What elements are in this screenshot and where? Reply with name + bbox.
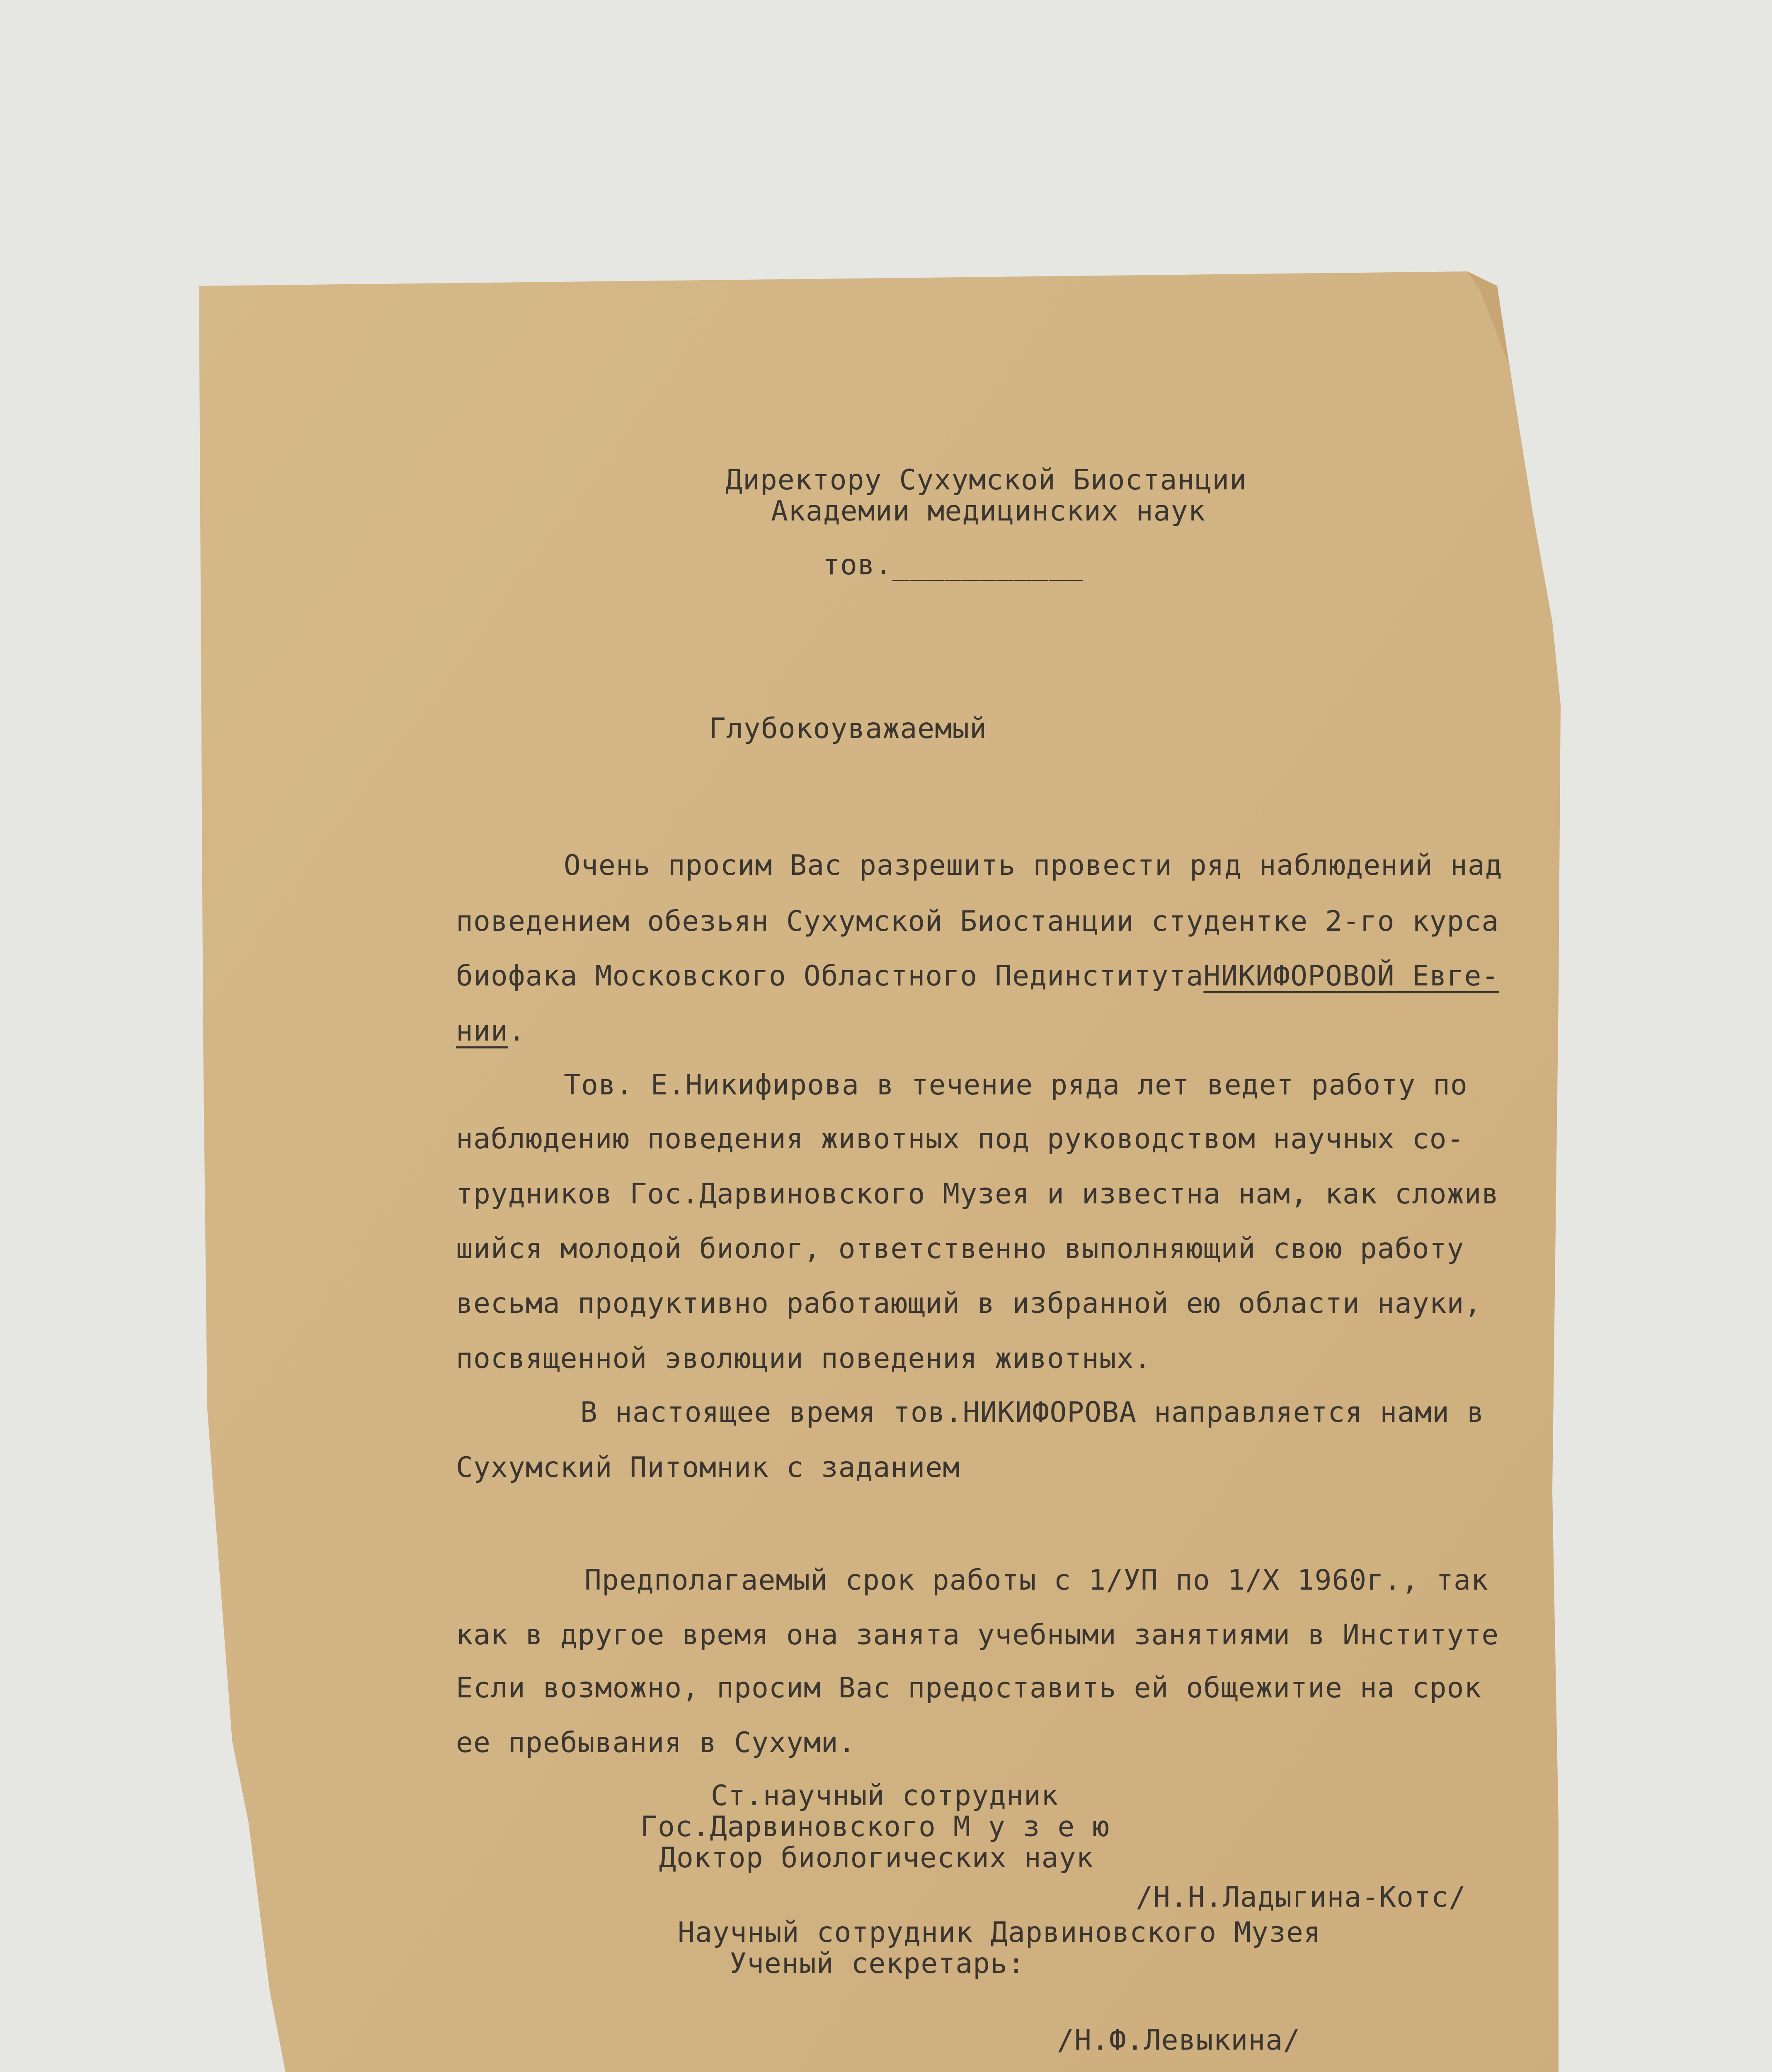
signatory-title: Научный сотрудник Дарвиновского Музея xyxy=(678,1916,1321,1949)
addressee-line-2: Академии медицинских наук xyxy=(771,495,1206,528)
signatory-degree: Доктор биологических наук xyxy=(659,1842,1094,1874)
signatory-name: /Н.Ф.Левыкина/ xyxy=(1057,2024,1301,2057)
body-line: ее пребывания в Сухуми. xyxy=(456,1726,856,1759)
body-line: поведением обезьян Сухумской Биостанции студентке 2-го курса xyxy=(456,905,1499,938)
body-line: трудников Гос.Дарвиновского Музея и известна нам, как сложив xyxy=(456,1178,1499,1210)
body-line: Очень просим Вас разрешить провести ряд наблюдений над xyxy=(564,849,1503,882)
body-line: Если возможно, просим Вас предоставить ей общежитие на срок xyxy=(456,1672,1482,1704)
body-line: В настоящее время тов.НИКИФОРОВА направляется нами в xyxy=(580,1396,1484,1429)
body-line: Предполагаемый срок работы с 1/УП по 1/Х 1960г., так xyxy=(584,1564,1488,1597)
body-line: Тов. Е.Никифирова в течение ряда лет ведет работу по xyxy=(564,1069,1468,1101)
body-line: наблюдению поведения животных под руководством научных со- xyxy=(456,1123,1464,1155)
body-line: шийся молодой биолог, ответственно выполняющий свою работу xyxy=(456,1232,1464,1265)
body-line: нии. xyxy=(456,1015,526,1048)
student-name-end: нии xyxy=(456,1015,508,1048)
body-line: Сухумский Питомник с заданием xyxy=(456,1451,960,1484)
body-line: как в другое время она занята учебными занятиями в Институте xyxy=(456,1619,1499,1651)
student-surname: НИКИФОРОВОЙ Евге- xyxy=(1203,960,1499,992)
signatory-role: Ученый секретарь: xyxy=(730,1947,1025,1980)
signatory-org: Гос.Дарвиновского М у з е ю xyxy=(640,1811,1110,1843)
addressee-line-1: Директору Сухумской Биостанции xyxy=(725,464,1247,496)
addressee-name-blank: тов.___________ xyxy=(823,549,1084,581)
salutation: Глубокоуважаемый xyxy=(709,712,987,745)
body-line: биофака Московского Областного ПединститутаНИКИФОРОВОЙ Евге- xyxy=(456,960,1499,992)
body-line: весьма продуктивно работающий в избранной ею области науки, xyxy=(456,1287,1482,1320)
body-line: посвященной эволюции поведения животных. xyxy=(456,1342,1151,1375)
signatory-title: Ст.научный сотрудник xyxy=(711,1779,1059,1812)
signatory-name: /Н.Н.Ладыгина-Котс/ xyxy=(1136,1881,1466,1914)
